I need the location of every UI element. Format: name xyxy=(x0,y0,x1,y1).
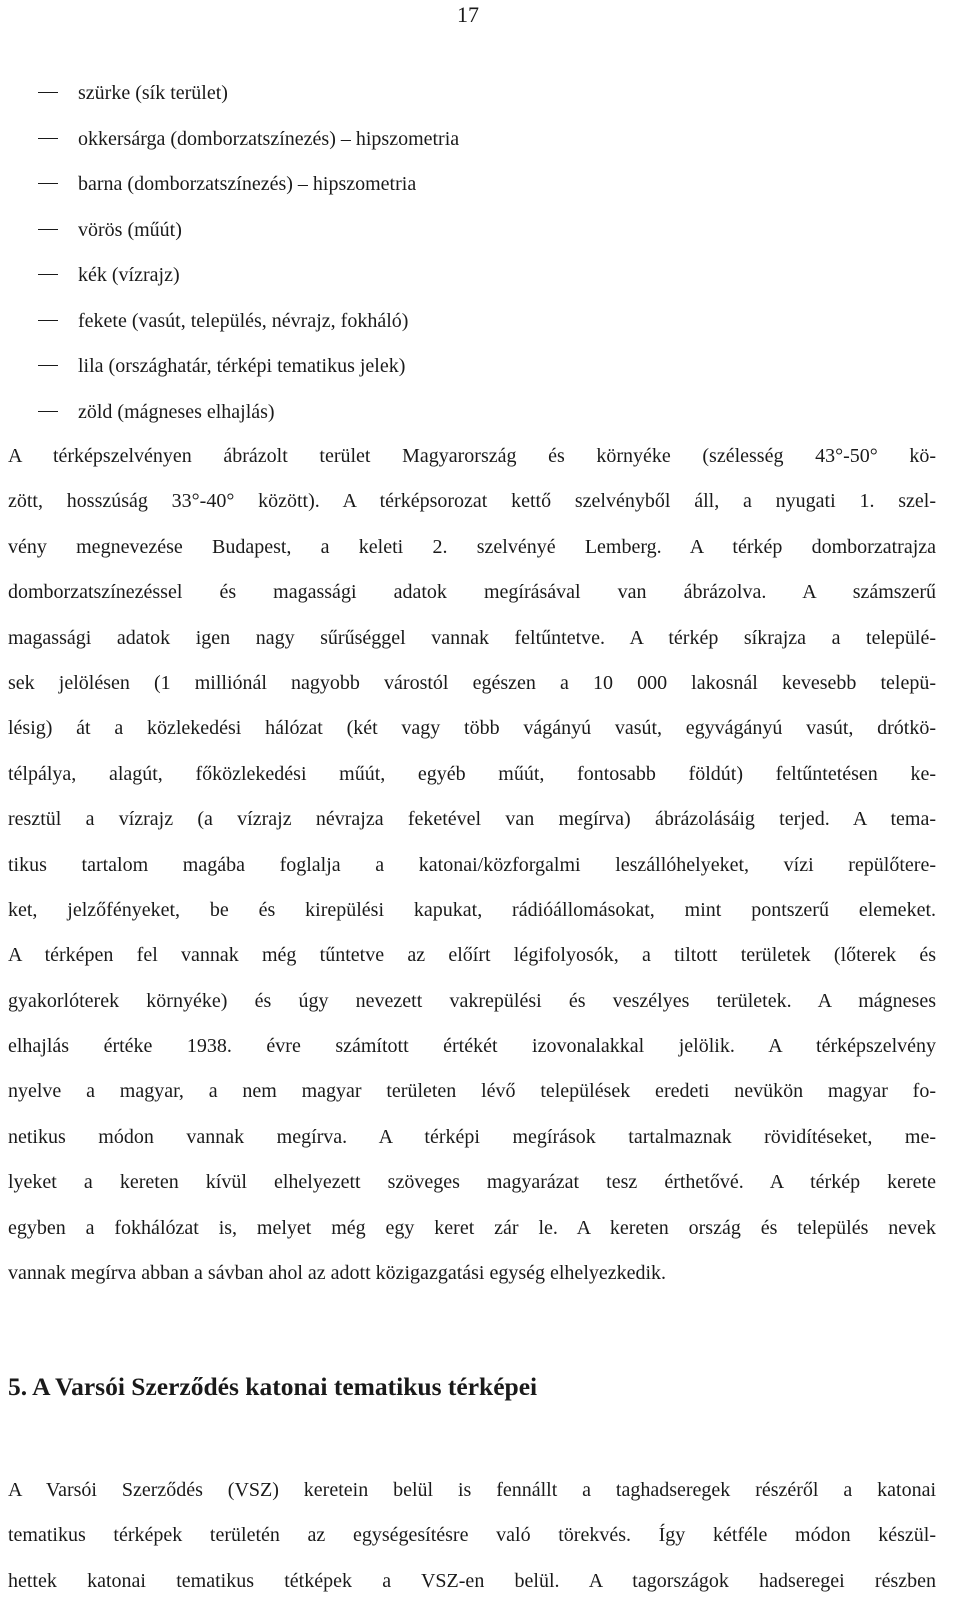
dash-bullet xyxy=(38,411,58,412)
list-item-text: okkersárga (domborzatszínezés) – hipszometria xyxy=(78,127,460,150)
text-line: vény megnevezése Budapest, a keleti 2. szelvényé Lemberg. A térkép domborzatrajza xyxy=(8,535,936,558)
text-line: egyben a fokhálózat is, melyet még egy keret zár le. A kereten ország és település nevek xyxy=(8,1216,936,1239)
text-line: domborzatszínezéssel és magassági adatok megírásával van ábrázolva. A számszerű xyxy=(8,581,936,604)
page-number: 17 xyxy=(457,2,479,27)
text-line: magassági adatok igen nagy sűrűséggel vannak feltűntetve. A térkép síkrajza a települé- xyxy=(8,626,936,649)
text-line: hettek katonai tematikus tétképek a VSZ-en belül. A tagországok hadseregei részben xyxy=(8,1569,936,1592)
dash-bullet xyxy=(38,92,58,93)
list-item xyxy=(0,121,960,167)
dash-bullet xyxy=(38,183,58,184)
list-item xyxy=(0,166,960,212)
text-line: gyakorlóterek környéke) és úgy nevezett vakrepülési és veszélyes területek. A mágneses xyxy=(8,989,936,1012)
list-item-text: lila (országhatár, térképi tematikus jelek) xyxy=(78,355,406,377)
text-line: lyeket a kereten kívül elhelyezett szöveges magyarázat tesz érthetővé. A térkép kerete xyxy=(8,1171,936,1194)
list-item-text: zöld (mágneses elhajlás) xyxy=(78,400,275,423)
dash-bullet xyxy=(38,229,58,230)
list-item xyxy=(0,394,960,440)
body-paragraph-map-description xyxy=(8,438,936,1300)
list-item xyxy=(0,348,960,394)
text-line: nyelve a magyar, a nem magyar területen lévő települések eredeti nevükön magyar fo- xyxy=(8,1080,936,1103)
list-item-text: vörös (műút) xyxy=(78,218,182,241)
list-item xyxy=(0,303,960,349)
dash-bullet xyxy=(38,320,58,321)
text-line: lésig) át a közlekedési hálózat (két vagy több vágányú vasút, egyvágányú vasút, drótkö- xyxy=(8,717,936,740)
text-line: elhajlás értéke 1938. évre számított értékét izovonalakkal jelölik. A térképszelvény xyxy=(8,1035,936,1058)
list-item xyxy=(0,257,960,303)
text-line: resztül a vízrajz (a vízrajz névrajza feketével van megírva) ábrázolásáig terjed. A tema- xyxy=(8,808,936,831)
text-line: tematikus térképek területén az egységesítésre való törekvés. Így kétféle módon készül- xyxy=(8,1524,936,1547)
dash-bullet xyxy=(38,365,58,366)
body-paragraph-warsaw-pact xyxy=(8,1472,936,1608)
text-line: zött, hosszúság 33°-40° között). A térképsorozat kettő szelvényből áll, a nyugati 1. szel- xyxy=(8,490,936,513)
text-line: vannak megírva abban a sávban ahol az adott közigazgatási egység elhelyezkedik. xyxy=(8,1262,667,1285)
text-line: netikus módon vannak megírva. A térképi megírások tartalmaznak rövidítéseket, me- xyxy=(8,1125,936,1148)
dash-bullet xyxy=(38,138,58,139)
list-item xyxy=(0,75,960,121)
dash-bullet xyxy=(38,274,58,275)
text-line: ket, jelzőfényeket, be és kirepülési kapukat, rádióállomásokat, mint pontszerű elemeket. xyxy=(8,898,936,921)
text-line: A Varsói Szerződés (VSZ) keretein belül is fennállt a taghadseregek részéről a katonai xyxy=(8,1479,936,1501)
list-item-text: kék (vízrajz) xyxy=(78,264,180,286)
text-line: A térképen fel vannak még tűntetve az előírt légifolyosók, a tiltott területek (lőterek és xyxy=(8,944,936,967)
text-line: tikus tartalom magába foglalja a katonai/közforgalmi leszállóhelyeket, vízi repülőtere- xyxy=(8,853,936,876)
text-line: sek jelölésen (1 milliónál nagyobb várostól egészen a 10 000 lakosnál kevesebb telepü- xyxy=(8,671,936,694)
text-line: A térképszelvényen ábrázolt terület Magyarország és környéke (szélesség 43°-50° kö- xyxy=(8,445,936,467)
list-item xyxy=(0,212,960,258)
text-line: télpálya, alagút, főközlekedési műút, egyéb műút, fontosabb földút) feltűntetésen ke- xyxy=(8,762,936,785)
list-item-text: barna (domborzatszínezés) – hipszometria xyxy=(78,173,417,195)
color-legend-list xyxy=(0,75,960,439)
section-heading: 5. A Varsói Szerződés katonai tematikus térképei xyxy=(8,1372,538,1402)
list-item-text: szürke (sík terület) xyxy=(78,82,228,104)
list-item-text: fekete (vasút, település, névrajz, fokháló) xyxy=(78,309,409,332)
